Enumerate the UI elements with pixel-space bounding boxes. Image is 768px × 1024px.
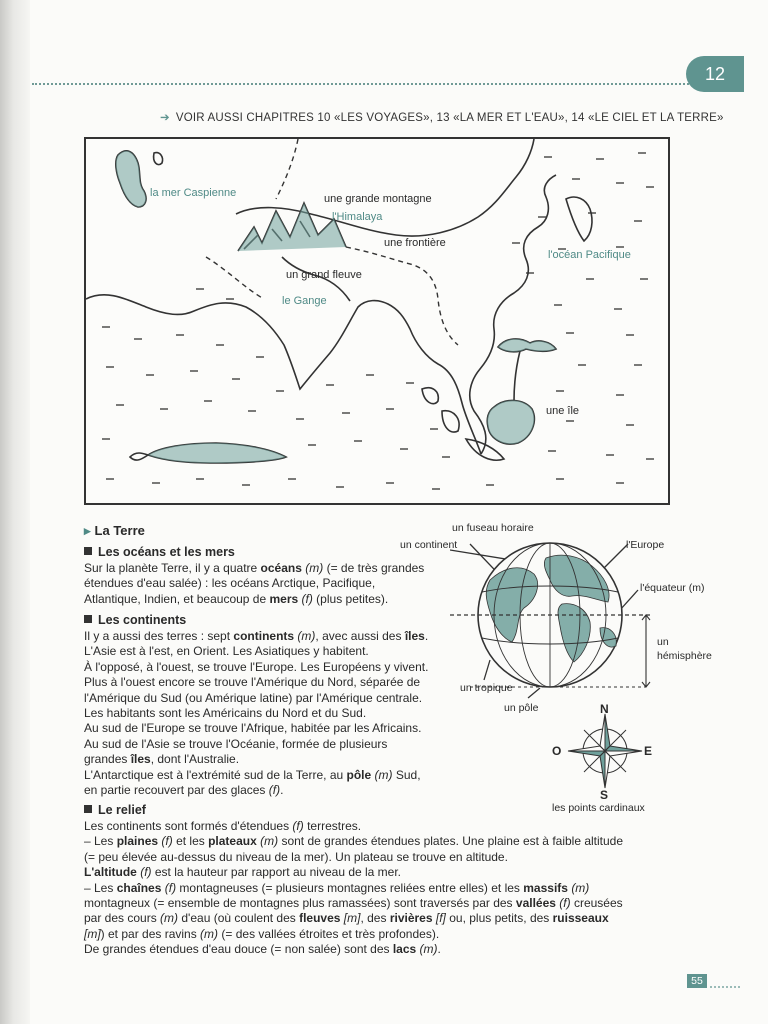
header-dotted-rule — [32, 83, 712, 85]
text-line: De grandes étendues d'eau douce (= non salée) sont des lacs (m). — [84, 942, 441, 957]
text-line: Il y a aussi des terres : sept continents (m), avec aussi des îles. — [84, 629, 429, 643]
page-binding-shadow — [0, 0, 30, 1024]
text-line: L'altitude (f) est la hauteur par rapport au niveau de la mer. — [84, 865, 402, 880]
label-pacific-ocean: l'océan Pacifique — [548, 249, 631, 261]
label-himalaya: l'Himalaya — [332, 211, 383, 223]
text-line: grandes îles, dont l'Australie. — [84, 752, 240, 767]
leader-line-tropic — [484, 660, 490, 680]
page-number: 55 — [687, 974, 707, 988]
relief-heading: Le relief — [84, 803, 146, 817]
compass-icon — [560, 706, 653, 796]
text-line: Atlantique, Indien, et beaucoup de mers (f) (plus petites). — [84, 591, 389, 606]
label-island: une île — [546, 405, 580, 417]
text-line: montagneux (= ensemble de montagnes plus ramassées) sont traversés par des vallées (f) creusées — [84, 896, 623, 911]
label-europe: l'Europe — [626, 539, 665, 551]
label-equator: l'équateur (m) — [640, 582, 705, 594]
label-river: un grand fleuve — [286, 269, 362, 281]
text-line: Au sud de l'Europe se trouve l'Afrique, habitée par les Africains. — [84, 721, 422, 736]
label-tropic: un tropique — [460, 682, 513, 694]
text-line: l'Amérique du Sud (ou Amérique latine) par l'Amérique centrale. — [84, 690, 423, 705]
section-title: ▸ La Terre — [84, 523, 145, 538]
continents-heading: Les continents — [84, 613, 186, 627]
world-map-illustration — [84, 137, 670, 505]
compass-south: S — [600, 788, 609, 802]
globe-illustration — [450, 530, 670, 710]
leader-line-pole — [528, 688, 540, 698]
compass-north: N — [600, 702, 609, 716]
label-mountain: une grande montagne — [324, 193, 432, 205]
text-line: Les continents sont formés d'étendues (f) terrestres. — [84, 819, 362, 833]
oceans-paragraph — [84, 561, 424, 607]
oceans-heading: Les océans et les mers — [84, 545, 235, 559]
footer-dotted-rule — [710, 986, 740, 988]
label-continent: un continent — [400, 539, 458, 551]
text-line: Sur la planète Terre, il y a quatre océans (m) (= de très grandes — [84, 561, 425, 575]
text-line: par des cours (m) d'eau (où coulent des fleuves [m], des rivières [f] ou, plus petits, des ruisseaux — [84, 911, 609, 926]
relief-paragraph — [84, 819, 623, 958]
see-also-line — [160, 110, 724, 124]
text-line: Les habitants sont les Américains du Nord et du Sud. — [84, 706, 367, 721]
label-time-zone: un fuseau horaire — [452, 522, 534, 534]
text-line: – Les plaines (f) et les plateaux (m) sont de grandes étendues plates. Une plaine est à faible altitude — [84, 834, 624, 849]
text-line: À l'opposé, à l'ouest, se trouve l'Europe. Les Européens y vivent. — [84, 659, 429, 674]
text-line: [m]) et par des ravins (m) (= des vallées étroites et très profondes). — [84, 926, 440, 941]
label-border: une frontière — [384, 237, 446, 249]
continents-paragraph — [84, 629, 428, 798]
chapter-tab — [686, 56, 744, 92]
text-line: en partie recouvert par des glaces (f). — [84, 783, 284, 798]
arrow-icon: ➔ — [160, 112, 170, 124]
text-line: L'Asie est à l'est, en Orient. Les Asiatiques y habitent. — [84, 644, 369, 659]
see-also-text: VOIR AUSSI CHAPITRES 10 «LES VOYAGES», 13 «LA MER ET L'EAU», 14 «LE CIEL ET LA TERRE» — [175, 112, 724, 124]
text-line: – Les chaînes (f) montagneuses (= plusieurs montagnes reliées entre elles) et les massifs (m) — [84, 880, 590, 895]
compass-east: E — [644, 744, 653, 758]
text-line: (= peu élevée au-dessus du niveau de la mer). Un plateau se trouve en altitude. — [84, 849, 508, 864]
label-ganges: le Gange — [282, 295, 327, 307]
compass-west: O — [552, 744, 562, 758]
label-hemisphere-line2: hémisphère — [657, 650, 712, 662]
label-caspian-sea: la mer Caspienne — [150, 187, 237, 199]
text-line: L'Antarctique est à l'extrémité sud de la Terre, au pôle (m) Sud, — [84, 767, 421, 782]
label-pole: un pôle — [504, 702, 539, 714]
text-line: Au sud de l'Asie se trouve l'Océanie, formée de plusieurs — [84, 736, 388, 751]
compass-caption: les points cardinaux — [552, 802, 645, 814]
chapter-number: 12 — [704, 63, 726, 84]
leader-line-equator — [620, 590, 638, 610]
compass-rose — [560, 706, 653, 796]
text-line: Plus à l'ouest encore se trouve l'Amérique du Nord, séparée de — [84, 675, 421, 690]
text-line: étendues d'eau salée) : les océans Arctique, Pacifique, — [84, 576, 376, 591]
label-hemisphere-line1: un — [657, 636, 669, 648]
